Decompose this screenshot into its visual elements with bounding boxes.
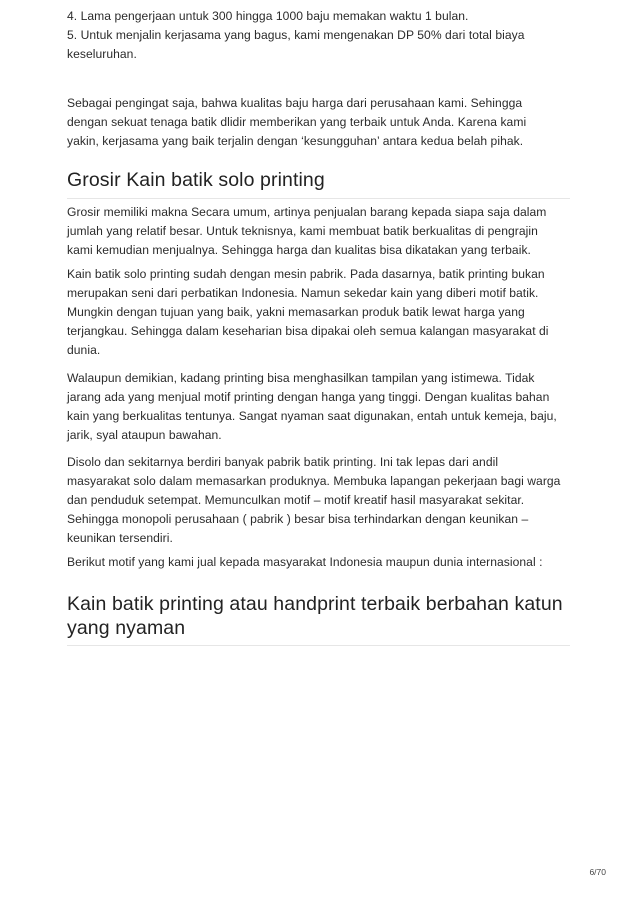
paragraph-line: yakin, kerjasama yang baik terjalin dengan ‘kesungguhan’ antara kedua belah pihak.: [67, 134, 524, 148]
section-heading-grosir: [67, 168, 569, 199]
numbered-list: [67, 7, 569, 64]
paragraph-line: Berikut motif yang kami jual kepada masyarakat Indonesia maupun dunia internasional :: [67, 555, 543, 569]
paragraph-line: dan penduduk setempat. Memunculkan motif – motif kreatif hasil masyarakat sekitar.: [67, 493, 525, 507]
paragraph-berikut: [67, 553, 569, 572]
paragraph-line: Mungkin dengan tujuan yang baik, yakni memasarkan produk batik lewat harga yang: [67, 305, 525, 319]
paragraph-intro: [67, 94, 569, 151]
paragraph-line: Disolo dan sekitarnya berdiri banyak pabrik batik printing. Ini tak lepas dari andil: [67, 455, 499, 469]
heading-divider: [67, 198, 570, 199]
paragraph-line: Sebagai pengingat saja, bahwa kualitas baju harga dari perusahaan kami. Sehingga: [67, 96, 523, 110]
heading-text: Grosir Kain batik solo printing: [67, 169, 325, 191]
paragraph-line: Grosir memiliki makna Secara umum, artinya penjualan barang kepada siapa saja dalam: [67, 205, 547, 219]
paragraph-line: Sehingga monopoli perusahaan ( pabrik ) besar bisa terhindarkan dengan keunikan –: [67, 512, 529, 526]
paragraph-line: kami kemudian menjualnya. Sehingga harga dan kualitas bisa dikatakan yang terbaik.: [67, 243, 531, 257]
page-number: 6/70: [589, 867, 606, 877]
heading-line: yang nyaman: [67, 617, 186, 639]
paragraph-disolo: [67, 453, 569, 548]
paragraph-line: dunia.: [67, 343, 101, 357]
list-item: 5. Untuk menjalin kerjasama yang bagus, kami mengenakan DP 50% dari total biaya: [67, 28, 525, 42]
paragraph-line: jarik, syal ataupun bawahan.: [67, 428, 222, 442]
section-heading-kain-printing: [67, 592, 569, 646]
heading-line: Kain batik printing atau handprint terbaik berbahan katun: [67, 593, 563, 615]
paragraph-line: masyarakat solo dalam memasarkan produknya. Membuka lapangan pekerjaan bagi warga: [67, 474, 561, 488]
paragraph-line: jumlah yang relatif besar. Untuk teknisnya, kami membuat batik berkualitas di pengrajin: [67, 224, 538, 238]
list-item: keseluruhan.: [67, 47, 137, 61]
paragraph-line: kain yang berkualitas tentunya. Sangat nyaman saat digunakan, entah untuk kemeja, baju,: [67, 409, 557, 423]
paragraph-line: keunikan tersendiri.: [67, 531, 173, 545]
paragraph-kain-batik: [67, 265, 569, 360]
paragraph-line: Walaupun demikian, kadang printing bisa menghasilkan tampilan yang istimewa. Tidak: [67, 371, 535, 385]
list-item: 4. Lama pengerjaan untuk 300 hingga 1000 baju memakan waktu 1 bulan.: [67, 9, 469, 23]
paragraph-line: terjangkau. Sehingga dalam keseharian bisa dipakai oleh semua kalangan masyarakat di: [67, 324, 549, 338]
paragraph-line: merupakan seni dari perbatikan Indonesia. Namun sekedar kain yang diberi motif batik.: [67, 286, 539, 300]
paragraph-grosir: [67, 203, 569, 260]
heading-divider: [67, 645, 570, 646]
paragraph-line: Kain batik solo printing sudah dengan mesin pabrik. Pada dasarnya, batik printing bukan: [67, 267, 545, 281]
paragraph-line: jarang ada yang menjual motif printing dengan hanga yang tinggi. Dengan kualitas bahan: [67, 390, 550, 404]
paragraph-walaupun: [67, 369, 569, 445]
paragraph-line: dengan sekuat tenaga batik dlidir memberikan yang terbaik untuk Anda. Karena kami: [67, 115, 527, 129]
